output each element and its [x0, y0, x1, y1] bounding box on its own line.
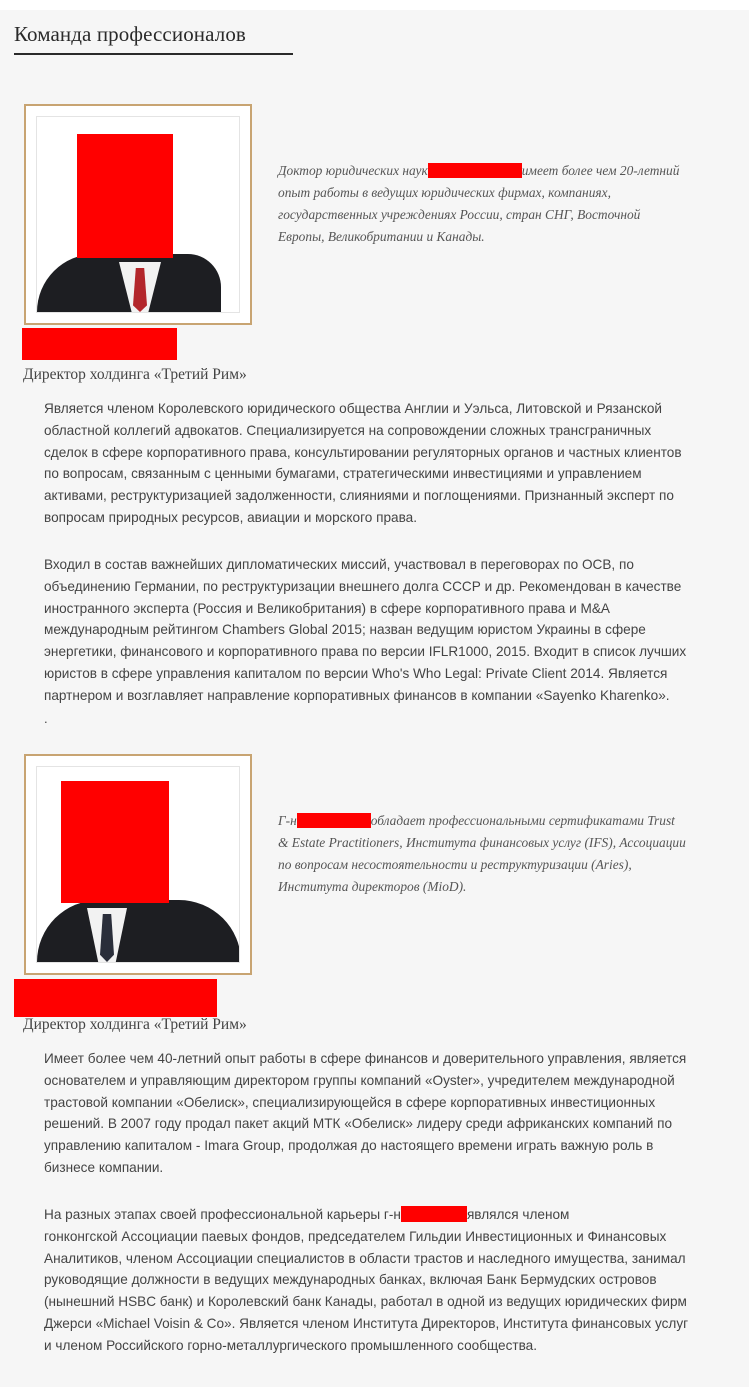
page-title: Команда профессионалов — [14, 22, 246, 46]
redacted-member-name — [22, 328, 177, 360]
member-intro — [278, 810, 688, 898]
intro-suffix: обладает профессиональными сертификатами Trust & Estate Practitioners, Института финансовых услуг (IFS), Ассоциации по вопросам несостоятельности и реструктуризации (Aries), Института директоров (MioD). — [278, 813, 686, 894]
member-bio-paragraph: Является членом Королевского юридического общества Англии и Уэльса, Литовской и Рязанской областной коллегий адвокатов. Специализируется на сопровождении сложных трансграничных сделок в сфере корпоративного права, консультировании регуляторных органов и частных клиентов по вопросам, связанным с ценными бумагами, стратегическими инвестициями и управлением активами, реструктуризацией задолженности, слияниями и поглощениями. Признанный эксперт по вопросам природных ресурсов, авиации и морского права. — [44, 401, 682, 525]
member-role: Директор холдинга «Третий Рим» — [23, 1016, 247, 1033]
redacted-face — [77, 134, 173, 258]
redacted-face — [61, 781, 169, 903]
member-photo — [36, 116, 240, 313]
redacted-name — [428, 163, 522, 178]
title-underline — [14, 53, 293, 55]
member-photo — [36, 766, 240, 963]
member-photo-frame — [24, 754, 252, 975]
intro-prefix: Доктор юридических наук — [278, 163, 428, 178]
redacted-name — [401, 1206, 467, 1222]
member-bio-paragraph — [44, 1204, 716, 1357]
intro-prefix: Г-н — [278, 813, 297, 828]
bio-suffix: являлся членом — [466, 1207, 570, 1222]
trailing-period: . — [44, 711, 48, 726]
intro-suffix: имеет более чем 20-летний опыт работы в ведущих юридических фирмах, компаниях, государственных учреждениях России, стран СНГ, Восточной Европы, Великобритании и Канады. — [278, 163, 680, 244]
member-role: Директор холдинга «Третий Рим» — [23, 366, 247, 383]
bio-rest: гонконгской Ассоциации паевых фондов, председателем Гильдии Инвестиционных и Финансовых Аналитиков, членом Ассоциации специалистов в области трастов и наследного имущества, занимал руководящие должности в ведущих международных банках, включая Банк Бермудских островов (нынешний HSBC банк) и Королевский банк Канады, работал в одной из ведущих юридических фирм Джерси «Michael Voisin & Co». Является членом Института Директоров, Института финансовых услуг и членом Российского горно-металлургического промышленного сообщества. — [44, 1228, 689, 1353]
suit-jacket — [37, 900, 240, 962]
redacted-member-name — [14, 979, 217, 1017]
member-photo-frame — [24, 104, 252, 325]
bio-prefix: На разных этапах своей профессиональной карьеры г-н — [44, 1207, 401, 1222]
redacted-name — [297, 813, 371, 828]
member-intro — [278, 160, 688, 248]
member-bio-paragraph: Имеет более чем 40-летний опыт работы в сфере финансов и доверительного управления, является основателем и управляющим директором группы компаний «Oyster», учредителем международной трастовой компании «Обелиск», специализирующейся в сфере корпоративных инвестиционных решений. В 2007 году продал пакет акций МТК «Обелиск» лидеру среди африканских компаний по управлению капиталом - Imara Group, продолжая до настоящего времени играть важную роль в бизнесе компании. — [44, 1051, 687, 1175]
member-bio-paragraph: Входил в состав важнейших дипломатических миссий, участвовал в переговорах по ОСВ, по объединению Германии, по реструктуризации внешнего долга СССР и др. Рекомендован в качестве иностранного эксперта (Россия и Великобритания) в сфере корпоративного права и M&A международным рейтингом Chambers Global 2015; назван ведущим юристом Украины в сфере энергетики, финансового и корпоративного права по версии IFLR1000, 2015. Входит в список лучших юристов в сфере управления капиталом по версии Who's Who Legal: Private Client 2014. Является партнером и возглавляет направление корпоративных финансов в компании «Sayenko Kharenko». — [44, 557, 687, 703]
